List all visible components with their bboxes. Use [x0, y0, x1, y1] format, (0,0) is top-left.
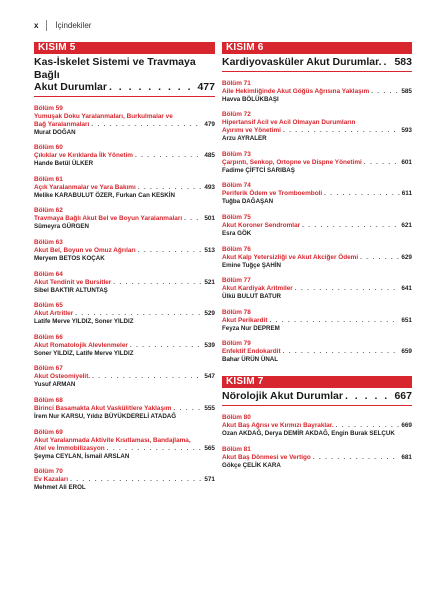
chapter-title-line: Periferik Ödem ve Tromboemboli	[222, 190, 323, 198]
chapter-title-line: Hipertansif Acil ve Acil Olmayan Durumların	[222, 119, 356, 127]
page-number: x	[34, 20, 39, 30]
chapter-title-row	[34, 121, 215, 129]
chapter-label: Bölüm 77	[222, 277, 251, 285]
chapter-page-number: 611	[401, 190, 412, 198]
dot-leader	[70, 476, 202, 484]
dot-leader	[302, 222, 399, 230]
chapter-authors: Melike KARABULUT ÖZER, Furkan Can KESKİN	[34, 191, 175, 199]
chapter-title	[34, 247, 215, 255]
chapter-title-line: Akut Koroner Sendromlar	[222, 221, 301, 229]
chapter-page-number: 521	[204, 278, 215, 286]
toc-entry[interactable]	[222, 340, 412, 364]
chapter-authors: Arzu AYRALER	[222, 135, 267, 143]
dot-leader	[371, 88, 399, 96]
chapter-page-number: 555	[204, 404, 215, 412]
part-divider	[222, 405, 412, 407]
dot-leader	[364, 159, 400, 167]
chapter-title-line: Akut Kardiyak Aritmiler	[222, 285, 293, 293]
toc-entry[interactable]	[222, 80, 412, 104]
chapter-label: Bölüm 64	[34, 270, 63, 278]
chapter-title	[222, 119, 412, 135]
part-divider	[222, 71, 412, 73]
toc-entry[interactable]	[34, 365, 215, 389]
toc-column-left	[34, 42, 215, 492]
chapter-title	[222, 285, 412, 293]
chapter-page-number: 629	[401, 253, 412, 261]
toc-entry[interactable]	[222, 246, 412, 270]
chapter-authors: Ozan AKDAĞ, Derya DEMİR AKDAĞ, Engin Burak SELÇUK	[222, 429, 395, 437]
chapter-title	[222, 254, 412, 262]
chapter-authors: Şeyma CEYLAN, İsmail ARSLAN	[34, 452, 130, 460]
chapter-title	[222, 222, 412, 230]
chapter-title	[222, 454, 412, 462]
chapter-label: Bölüm 67	[34, 365, 63, 373]
chapter-title-line: Yumuşak Doku Yaralanmaları, Burkulmalar ve	[34, 112, 173, 120]
chapter-authors: Meryem BETOS KOÇAK	[34, 254, 105, 262]
toc-entry[interactable]	[34, 334, 215, 358]
dot-leader	[184, 215, 202, 223]
chapter-title-row	[34, 184, 215, 192]
chapter-title	[222, 159, 412, 167]
chapter-title-row	[222, 88, 412, 96]
chapter-authors: Gökçe ÇELİK KARA	[222, 461, 281, 469]
chapter-page-number: 621	[401, 221, 412, 229]
toc-entry[interactable]	[34, 429, 215, 461]
chapter-title-line: Bağ Yaralanmaları	[34, 120, 90, 128]
chapter-title-row	[34, 405, 215, 413]
toc-entry[interactable]	[222, 277, 412, 301]
chapter-label: Bölüm 60	[34, 144, 63, 152]
chapter-authors: İrem Nur KARSU, Yıldız BÜYÜKDERELİ ATADAĞ	[34, 412, 177, 420]
chapter-authors: Hande Betül ÜLKER	[34, 160, 94, 168]
part-page-number: 667	[394, 390, 412, 403]
chapter-title-line: Birinci Basamakta Akut Vaskülitlere Yaklaşım	[34, 404, 172, 412]
chapter-title	[34, 113, 215, 129]
header-divider	[46, 20, 47, 31]
part-title	[222, 390, 412, 403]
chapter-page-number: 681	[401, 453, 412, 461]
chapter-title-row	[34, 445, 215, 453]
part-page-number: 477	[197, 81, 215, 93]
toc-entry[interactable]	[222, 151, 412, 175]
dot-leader	[360, 254, 399, 262]
chapter-page-number: 565	[204, 444, 215, 452]
chapter-label: Bölüm 63	[34, 238, 63, 246]
chapter-title-line: Akut Baş Dönmesi ve Vertigo	[222, 453, 311, 461]
toc-entry[interactable]	[34, 105, 215, 137]
chapter-page-number: 659	[401, 348, 412, 356]
toc-entry[interactable]	[34, 239, 215, 263]
chapter-label: Bölüm 78	[222, 308, 251, 316]
chapter-title-row	[222, 454, 412, 462]
chapter-page-number: 529	[204, 310, 215, 318]
chapter-title	[34, 215, 215, 223]
chapter-title-line: Akut Perikardit	[222, 316, 268, 324]
dot-leader	[269, 317, 399, 325]
dot-leader	[336, 422, 400, 430]
chapter-title-row	[222, 254, 412, 262]
dot-leader	[107, 445, 203, 453]
dot-leader	[283, 127, 399, 135]
part-title-line: Kas-İskelet Sistemi ve Travmaya Bağlı	[34, 56, 196, 81]
chapter-title-line: Akut Tendinit ve Bursitler	[34, 278, 112, 286]
dot-leader	[295, 285, 400, 293]
chapter-page-number: 601	[401, 158, 412, 166]
running-title: İçindekiler	[55, 20, 92, 30]
part-title	[222, 56, 412, 69]
dot-leader	[384, 56, 393, 69]
chapter-label: Bölüm 76	[222, 245, 251, 253]
chapter-page-number: 547	[204, 373, 215, 381]
part-title-row	[34, 81, 215, 94]
chapter-page-number: 641	[401, 285, 412, 293]
part-section	[34, 42, 215, 492]
chapter-title-line: Akut Osteomiyelit.	[34, 373, 91, 381]
chapter-label: Bölüm 68	[34, 396, 63, 404]
chapter-authors: Bahar ÜRÜN ÜNAL	[222, 356, 279, 364]
dot-leader	[130, 342, 202, 350]
chapter-label: Bölüm 73	[222, 150, 251, 158]
chapter-page-number: 669	[401, 421, 412, 429]
chapter-title-row	[34, 152, 215, 160]
dot-leader	[138, 184, 203, 192]
toc-entry[interactable]	[222, 446, 412, 470]
chapter-title-line: Atel ve İmmobilizasyon	[34, 444, 105, 452]
chapter-title-line: Akut Kalp Yetersizliği ve Akut Akciğer Ödemi	[222, 253, 359, 261]
chapter-title	[34, 476, 215, 484]
chapter-authors: Soner YILDIZ, Latife Merve YILDIZ	[34, 349, 134, 357]
toc-entry[interactable]	[34, 468, 215, 492]
chapter-page-number: 593	[401, 127, 412, 135]
toc-column-right	[222, 42, 412, 470]
chapter-title-line: Açık Yaralanmalar ve Yara Bakımı	[34, 183, 136, 191]
chapter-authors: Sümeyra GÜRGEN	[34, 223, 90, 231]
chapter-authors: Sibel BAKTIR ALTUNTAŞ	[34, 286, 108, 294]
chapter-title-row	[222, 422, 412, 430]
chapter-label: Bölüm 74	[222, 182, 251, 190]
chapter-title	[34, 405, 215, 413]
dot-leader	[345, 390, 393, 403]
chapter-label: Bölüm 61	[34, 175, 63, 183]
chapter-label: Bölüm 79	[222, 340, 251, 348]
chapter-label: Bölüm 69	[34, 428, 63, 436]
chapter-title-line: Akut Artritler	[34, 310, 74, 318]
part-label: KISIM 5	[34, 42, 215, 54]
toc-entry[interactable]	[222, 309, 412, 333]
chapter-title	[222, 88, 412, 96]
chapter-title-row	[34, 310, 215, 318]
toc-entry[interactable]	[222, 182, 412, 206]
chapter-label: Bölüm 66	[34, 333, 63, 341]
chapter-title-line: Akut Romatolojik Alevlenmeler	[34, 341, 128, 349]
dot-leader	[91, 121, 202, 129]
chapter-title	[34, 342, 215, 350]
chapter-authors: Feyza Nur DEPREM	[222, 324, 280, 332]
chapter-page-number: 513	[204, 246, 215, 254]
chapter-title-line: Çarpıntı, Senkop, Ortopne ve Dispne Yönetimi	[222, 158, 362, 166]
chapter-title-row	[34, 476, 215, 484]
chapter-authors: Fadime ÇİFTCİ SARIBAŞ	[222, 166, 295, 174]
chapter-title-line: Çıkıklar ve Kırıklarda İlk Yönetim	[34, 152, 133, 160]
chapter-page-number: 501	[204, 215, 215, 223]
dot-leader	[113, 279, 202, 287]
dot-leader	[109, 81, 196, 94]
part-section	[222, 376, 412, 469]
chapter-title-line: Ayırımı ve Yönetimi	[222, 127, 281, 135]
chapter-title-line: Enfektif Endokardit	[222, 348, 281, 356]
toc-entry[interactable]	[222, 111, 412, 143]
toc-entry[interactable]	[222, 214, 412, 238]
chapter-authors: Yusuf ARMAN	[34, 381, 76, 389]
chapter-title	[34, 437, 215, 453]
part-title-line: Akut Durumlar	[34, 81, 107, 93]
part-page-number: 583	[394, 56, 412, 68]
chapter-page-number: 571	[204, 476, 215, 484]
chapter-title-line: Akut Bel, Boyun ve Omuz Ağrıları	[34, 246, 136, 254]
dot-leader	[173, 405, 202, 413]
toc-entry[interactable]	[34, 302, 215, 326]
chapter-page-number: 479	[204, 120, 215, 128]
dot-leader	[324, 190, 400, 198]
chapter-label: Bölüm 70	[34, 468, 63, 476]
page-header	[34, 18, 91, 32]
chapter-authors: Tuğba DAĞAŞAN	[222, 198, 274, 206]
chapter-title-line: Akut Baş Ağrısı ve Kırmızı Bayraklar.	[222, 421, 334, 429]
toc-entry[interactable]	[34, 397, 215, 421]
chapter-title	[34, 373, 215, 381]
chapter-page-number: 493	[204, 183, 215, 191]
chapter-title-row	[34, 373, 215, 381]
chapter-title	[34, 310, 215, 318]
dot-leader	[135, 152, 202, 160]
chapter-authors: Ülkü BULUT BATUR	[222, 293, 282, 301]
chapter-label: Bölüm 75	[222, 213, 251, 221]
chapter-title	[222, 348, 412, 356]
chapter-page-number: 539	[204, 341, 215, 349]
chapter-title-row	[222, 317, 412, 325]
chapter-label: Bölüm 65	[34, 302, 63, 310]
chapter-page-number: 485	[204, 152, 215, 160]
toc-entry[interactable]	[34, 176, 215, 200]
chapter-authors: Havva BÖLÜKBAŞI	[222, 95, 279, 103]
chapter-authors: Latife Merve YILDIZ, Soner YILDIZ	[34, 318, 134, 326]
chapter-authors: Emine Tuğçe ŞAHİN	[222, 261, 282, 269]
chapter-title-row	[222, 222, 412, 230]
chapter-title-row	[34, 279, 215, 287]
chapter-title-row	[222, 159, 412, 167]
toc-entry[interactable]	[34, 271, 215, 295]
chapter-title	[34, 279, 215, 287]
toc-entry[interactable]	[34, 144, 215, 168]
part-title-row	[222, 56, 412, 69]
chapter-title-line: Akut Yaralanmada Aktivite Kısıtlaması, Bandajlama,	[34, 436, 191, 444]
chapter-title-line: Aile Hekimliğinde Akut Göğüs Ağrısına Yaklaşım	[222, 87, 370, 95]
chapter-title	[222, 317, 412, 325]
chapter-title-row	[34, 247, 215, 255]
chapter-title	[34, 184, 215, 192]
part-section	[222, 42, 412, 364]
chapter-label: Bölüm 81	[222, 445, 251, 453]
toc-entry[interactable]	[222, 414, 412, 438]
dot-leader	[313, 454, 400, 462]
chapter-title	[34, 152, 215, 160]
chapter-title-row	[34, 342, 215, 350]
part-title-line: Nörolojik Akut Durumlar	[222, 390, 343, 403]
dot-leader	[92, 373, 202, 381]
chapter-title-row	[222, 127, 412, 135]
chapter-title-line: Travmaya Bağlı Akut Bel ve Boyun Yaralanmaları	[34, 215, 183, 223]
part-label: KISIM 6	[222, 42, 412, 54]
part-title-line: Kardiyovasküler Akut Durumlar.	[222, 56, 382, 68]
part-label: KISIM 7	[222, 376, 412, 388]
chapter-page-number: 651	[401, 316, 412, 324]
chapter-label: Bölüm 80	[222, 413, 251, 421]
part-title	[34, 56, 215, 94]
chapter-label: Bölüm 71	[222, 79, 251, 87]
chapter-authors: Esra GÖK	[222, 229, 252, 237]
dot-leader	[283, 348, 400, 356]
chapter-title	[222, 422, 412, 430]
toc-entry[interactable]	[34, 207, 215, 231]
dot-leader	[138, 247, 203, 255]
chapter-label: Bölüm 59	[34, 104, 63, 112]
chapter-label: Bölüm 62	[34, 207, 63, 215]
dot-leader	[75, 310, 202, 318]
chapter-authors: Murat DOĞAN	[34, 128, 76, 136]
chapter-title-row	[222, 285, 412, 293]
chapter-title-row	[34, 215, 215, 223]
chapter-title-row	[222, 348, 412, 356]
chapter-authors: Mehmet Ali EROL	[34, 484, 86, 492]
part-title-row	[222, 390, 412, 403]
chapter-title-line: Ev Kazaları	[34, 476, 69, 484]
chapter-page-number: 585	[401, 87, 412, 95]
part-divider	[34, 96, 215, 98]
chapter-label: Bölüm 72	[222, 111, 251, 119]
